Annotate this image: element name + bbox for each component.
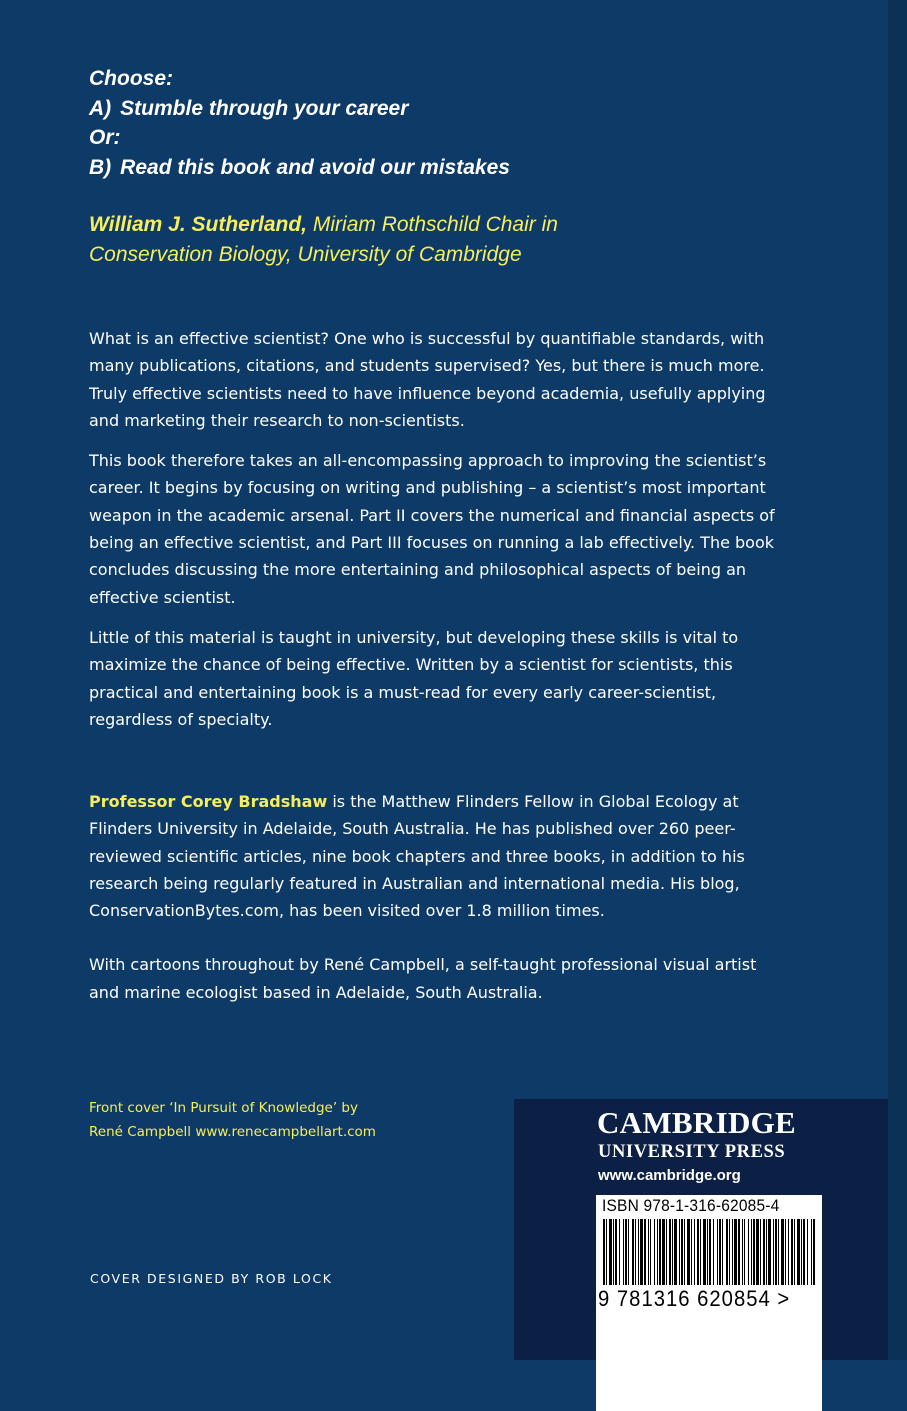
barcode-bar bbox=[763, 1219, 765, 1285]
barcode-bar bbox=[788, 1219, 789, 1285]
text-line: Flinders University in Adelaide, South Australia. He has published over 260 peer- bbox=[89, 819, 736, 839]
barcode-bar bbox=[659, 1219, 661, 1285]
barcode-bar bbox=[760, 1219, 761, 1285]
barcode-bar bbox=[674, 1219, 677, 1285]
barcode-bar bbox=[648, 1219, 649, 1285]
barcode-bar bbox=[681, 1219, 683, 1285]
barcode-bar bbox=[619, 1219, 620, 1285]
barcode-bar bbox=[781, 1219, 784, 1285]
barcode-digits: 9 781316 620854 > bbox=[598, 1286, 791, 1311]
barcode-bar bbox=[742, 1219, 743, 1285]
barcode-bar bbox=[811, 1219, 812, 1285]
barcode-bar bbox=[666, 1219, 667, 1285]
barcode-bar bbox=[609, 1219, 612, 1285]
barcode-bar bbox=[729, 1219, 730, 1285]
text-line: reviewed scientific articles, nine book chapters and three books, in addition to his bbox=[89, 846, 745, 866]
publisher-url: www.cambridge.org bbox=[598, 1167, 741, 1184]
barcode-bar bbox=[722, 1219, 723, 1285]
text-line: weapon in the academic arsenal. Part II covers the numerical and financial aspects of bbox=[89, 505, 775, 525]
barcode-bar bbox=[623, 1219, 624, 1285]
barcode-bar bbox=[632, 1219, 634, 1285]
cartoons-credit bbox=[89, 951, 789, 1006]
barcode-bar bbox=[768, 1219, 771, 1285]
publisher-subtitle: UNIVERSITY PRESS bbox=[598, 1142, 786, 1162]
barcode-bar bbox=[662, 1219, 665, 1285]
barcode-bar bbox=[709, 1219, 711, 1285]
barcode-bar bbox=[738, 1219, 740, 1285]
barcode-bar bbox=[640, 1219, 643, 1285]
text-line: many publications, citations, and students supervised? Yes, but there is much more. bbox=[89, 356, 765, 376]
barcode-bar bbox=[794, 1219, 795, 1285]
text-line: career. It begins by focusing on writing and publishing – a scientist’s most important bbox=[89, 478, 766, 498]
barcode-bar bbox=[694, 1219, 695, 1285]
barcode-bars-icon bbox=[603, 1219, 815, 1285]
option-a-text: Stumble through your career bbox=[120, 96, 409, 120]
quote-option-a bbox=[89, 94, 789, 124]
attribution-line-1 bbox=[89, 210, 809, 240]
text-line: is the Matthew Flinders Fellow in Global Ecology at bbox=[327, 792, 739, 811]
bio-paragraph bbox=[89, 788, 789, 924]
description-paragraph-2 bbox=[89, 447, 789, 611]
endorsement-attribution bbox=[89, 210, 809, 270]
barcode-bar bbox=[717, 1219, 718, 1285]
barcode-bar bbox=[700, 1219, 701, 1285]
barcode-bar bbox=[644, 1219, 646, 1285]
barcode-bar bbox=[751, 1219, 752, 1285]
barcode-bar bbox=[697, 1219, 699, 1285]
barcode-bar bbox=[603, 1219, 605, 1285]
cover-credit-line-2: René Campbell www.renecampbellart.com bbox=[89, 1123, 376, 1140]
barcode-bar bbox=[807, 1219, 808, 1285]
barcode-bar bbox=[813, 1219, 815, 1285]
barcode-bar bbox=[654, 1219, 655, 1285]
barcode-bar bbox=[707, 1219, 708, 1285]
text-line: What is an effective scientist? One who is successful by quantifiable standards, with bbox=[89, 329, 765, 348]
text-line: maximize the chance of being effective. Written by a scientist for scientists, this bbox=[89, 655, 733, 675]
book-description bbox=[89, 325, 789, 746]
cover-credit-line-1: Front cover ‘In Pursuit of Knowledge’ by bbox=[89, 1100, 358, 1116]
barcode-bar bbox=[691, 1219, 692, 1285]
barcode-bar bbox=[732, 1219, 733, 1285]
barcode-bar bbox=[734, 1219, 737, 1285]
description-paragraph-1 bbox=[89, 325, 789, 434]
author-name: Professor Corey Bradshaw bbox=[89, 792, 328, 811]
text-line: research being regularly featured in Australian and international media. His blog, bbox=[89, 873, 740, 893]
designer-credit: COVER DESIGNED BY ROB LOCK bbox=[90, 1271, 333, 1286]
barcode-bar bbox=[775, 1219, 777, 1285]
barcode-bar bbox=[801, 1219, 802, 1285]
barcode-bar bbox=[650, 1219, 651, 1285]
endorsement-quote bbox=[89, 64, 789, 182]
barcode-bar bbox=[625, 1219, 627, 1285]
text-line: practical and entertaining book is a must-read for every early career-scientist, bbox=[89, 682, 717, 702]
quote-or: Or: bbox=[89, 126, 121, 149]
option-b-letter: B) bbox=[89, 155, 112, 179]
barcode-bar bbox=[657, 1219, 658, 1285]
barcode-bar bbox=[635, 1219, 636, 1285]
barcode-bar bbox=[753, 1219, 755, 1285]
barcode-bar bbox=[669, 1219, 671, 1285]
quote-option-b bbox=[89, 153, 789, 183]
barcode-bar bbox=[748, 1219, 749, 1285]
barcode-bar bbox=[773, 1219, 774, 1285]
barcode-bar bbox=[606, 1219, 607, 1285]
text-line: and marine ecologist based in Adelaide, South Australia. bbox=[89, 982, 543, 1002]
barcode-bar bbox=[638, 1219, 639, 1285]
barcode-bar bbox=[684, 1219, 685, 1285]
isbn-barcode bbox=[596, 1195, 822, 1411]
text-line: With cartoons throughout by René Campbell, a self-taught professional visual artist bbox=[89, 955, 757, 975]
barcode-bar bbox=[785, 1219, 786, 1285]
barcode-bar bbox=[778, 1219, 779, 1285]
barcode-bar bbox=[672, 1219, 673, 1285]
endorser-title-2: Conservation Biology, University of Cambridge bbox=[89, 243, 522, 266]
barcode-bar bbox=[687, 1219, 690, 1285]
publisher-panel bbox=[514, 1099, 888, 1360]
barcode-bar bbox=[726, 1219, 728, 1285]
option-b-text: Read this book and avoid our mistakes bbox=[120, 155, 510, 179]
barcode-bar bbox=[719, 1219, 721, 1285]
option-a-letter: A) bbox=[89, 96, 112, 120]
text-line: ConservationBytes.com, has been visited over 1.8 million times. bbox=[89, 901, 605, 921]
barcode-bar bbox=[766, 1219, 767, 1285]
barcode-bar bbox=[703, 1219, 706, 1285]
barcode-bar bbox=[615, 1219, 617, 1285]
quote-intro: Choose: bbox=[89, 67, 173, 90]
text-line: regardless of specialty. bbox=[89, 709, 273, 729]
text-line: This book therefore takes an all-encompassing approach to improving the scientist’s bbox=[89, 451, 767, 471]
author-bio bbox=[89, 788, 789, 1033]
text-line: effective scientist. bbox=[89, 587, 236, 607]
barcode-bar bbox=[797, 1219, 800, 1285]
barcode-bar bbox=[744, 1219, 745, 1285]
barcode-bar bbox=[628, 1219, 629, 1285]
description-paragraph-3 bbox=[89, 624, 789, 733]
barcode-bar bbox=[791, 1219, 793, 1285]
cover-art-credit bbox=[89, 1097, 489, 1144]
cover-edge bbox=[888, 0, 907, 1360]
text-line: being an effective scientist, and Part III focuses on running a lab effectively. The book bbox=[89, 533, 775, 553]
text-line: and marketing their research to non-scientists. bbox=[89, 410, 465, 430]
publisher-name: CAMBRIDGE bbox=[597, 1105, 797, 1140]
endorser-name: William J. Sutherland, bbox=[89, 213, 308, 236]
barcode-bar bbox=[756, 1219, 759, 1285]
barcode-bar bbox=[613, 1219, 614, 1285]
text-line: Truly effective scientists need to have influence beyond academia, usefully applying bbox=[89, 383, 766, 403]
text-line: Little of this material is taught in university, but developing these skills is vital to bbox=[89, 627, 739, 647]
barcode-bar bbox=[803, 1219, 805, 1285]
isbn-label: ISBN 978-1-316-62085-4 bbox=[602, 1197, 780, 1215]
barcode-bar bbox=[713, 1219, 714, 1285]
text-line: concludes discussing the more entertaining and philosophical aspects of being an bbox=[89, 560, 747, 580]
endorser-title-1: Miriam Rothschild Chair in bbox=[312, 213, 558, 236]
barcode-bar bbox=[679, 1219, 680, 1285]
